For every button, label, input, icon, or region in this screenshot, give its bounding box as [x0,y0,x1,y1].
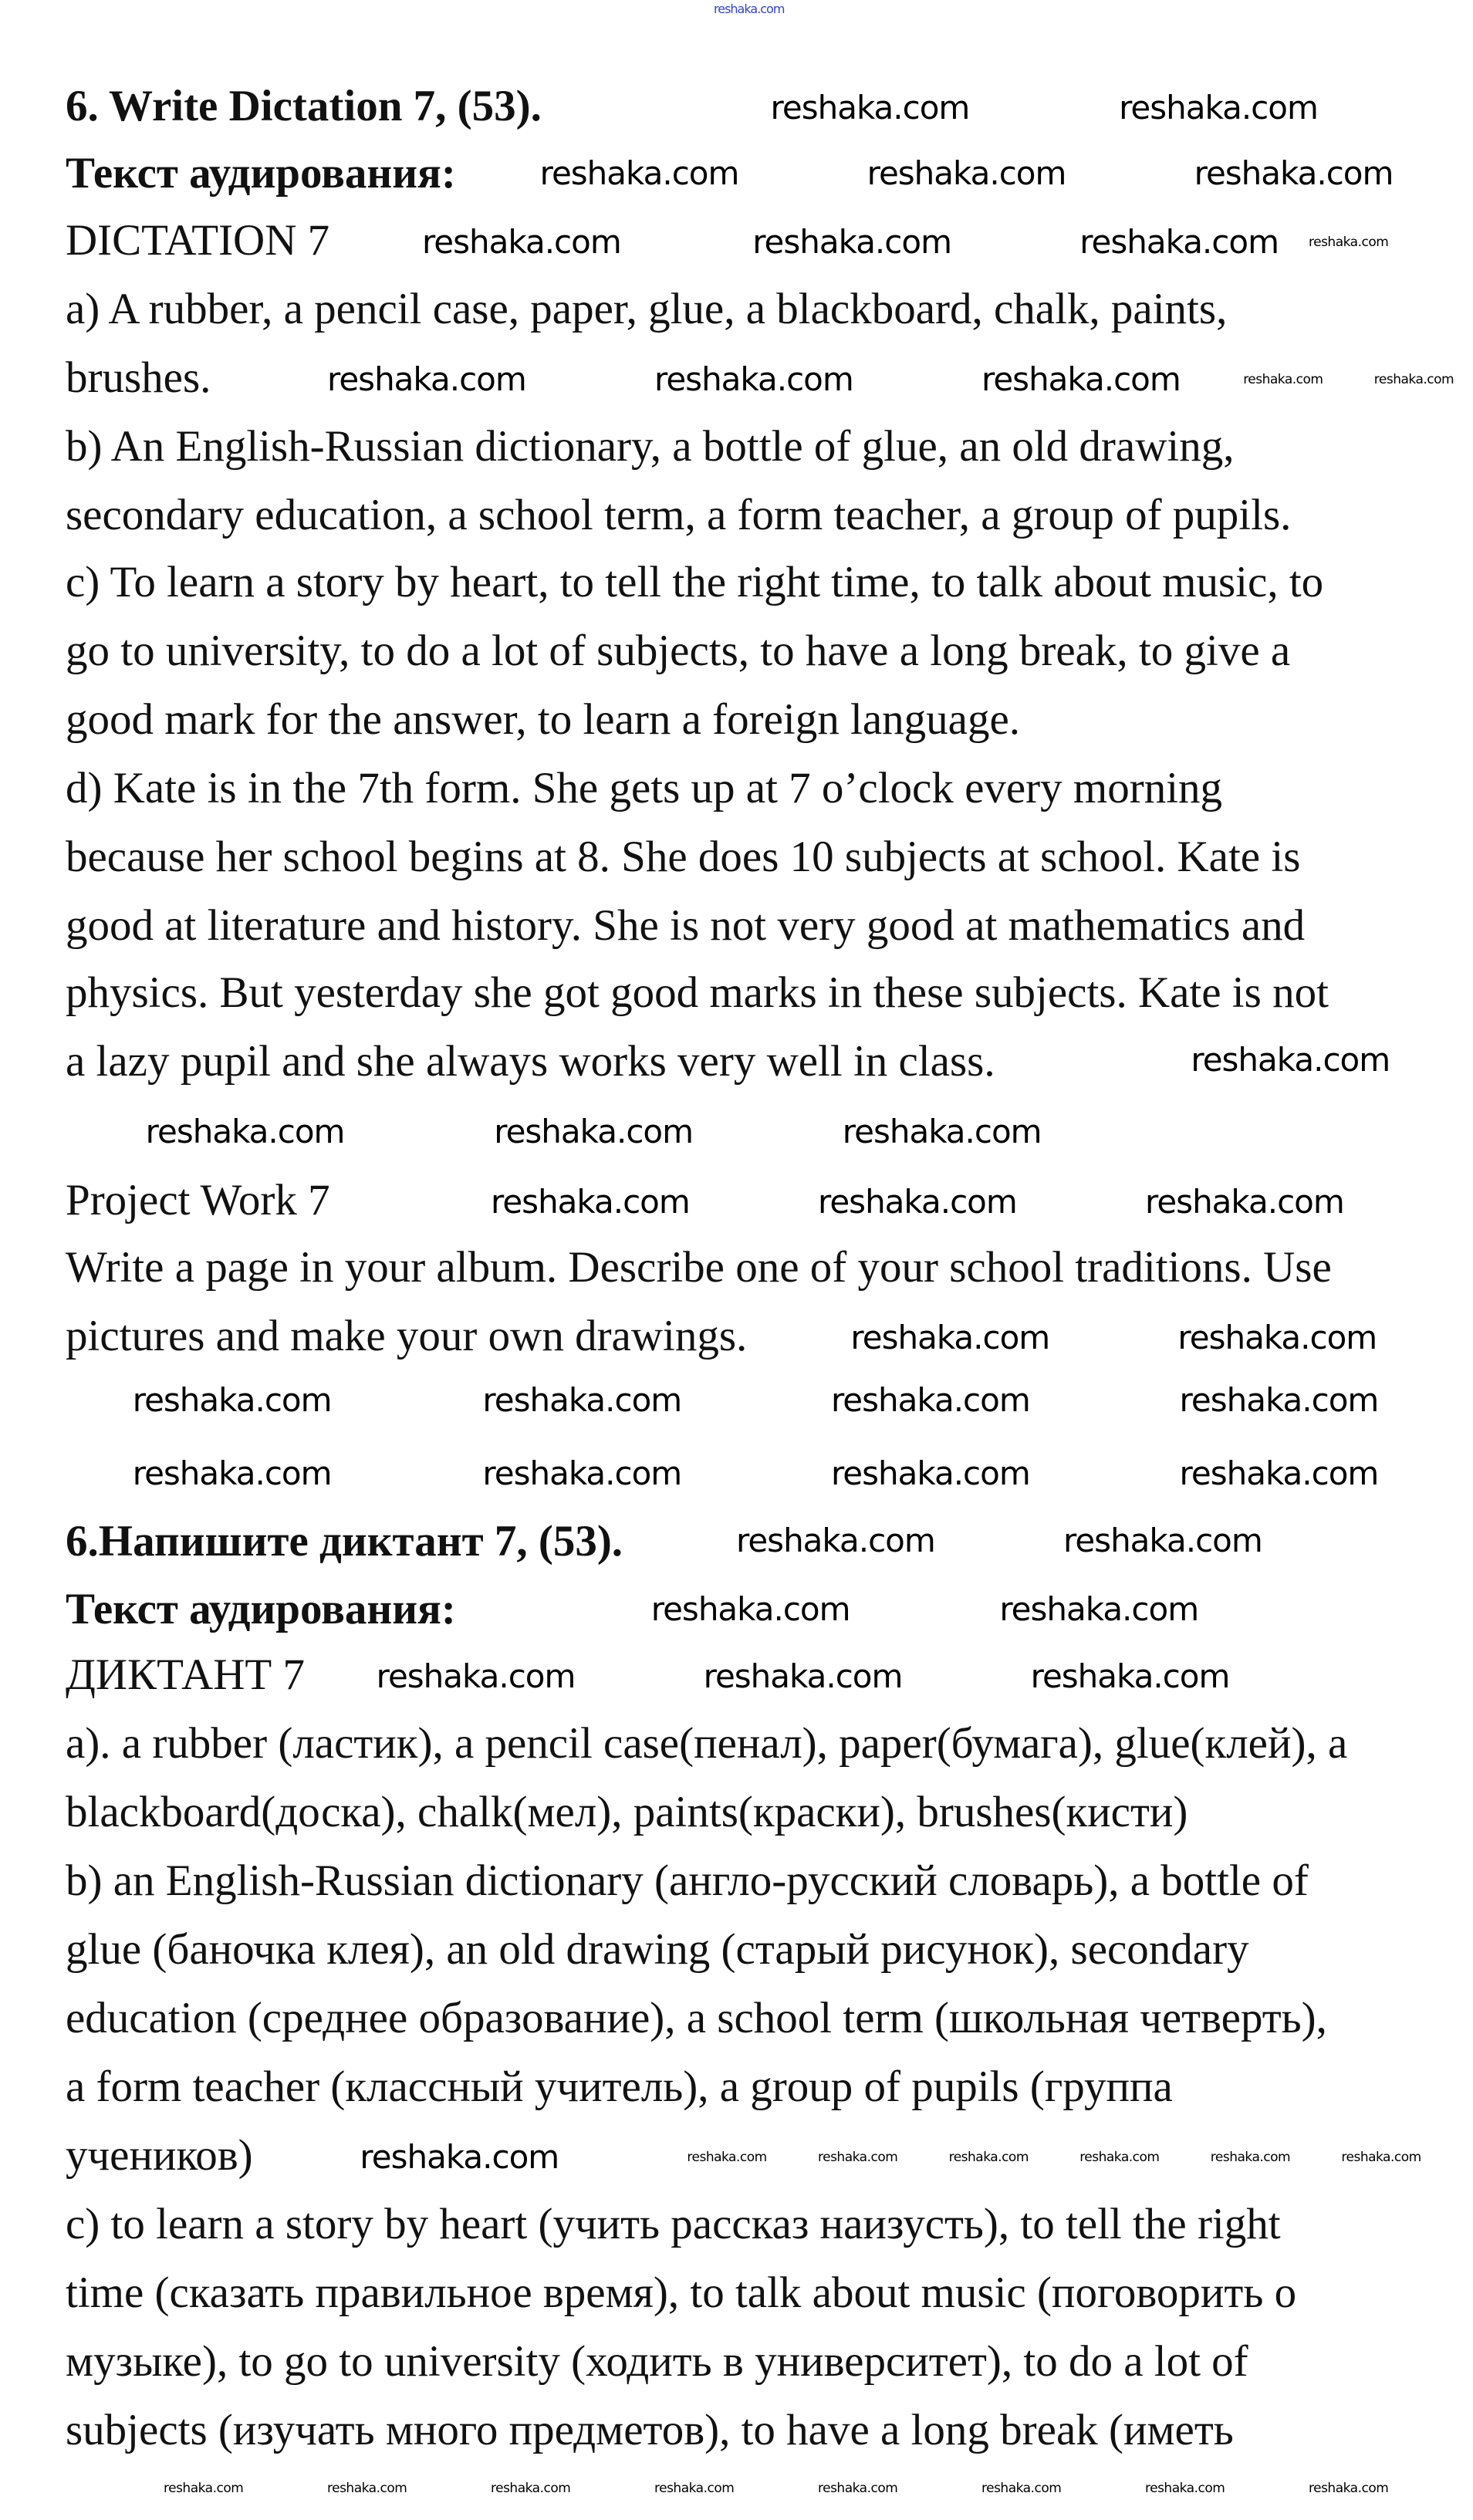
exercise-title-ru: 6.Напишите диктант 7, (53). [66,1517,623,1566]
watermark: reshaka.com [770,88,970,127]
watermark: reshaka.com [1309,234,1389,250]
text-line: c) to learn a story by heart (учить рассказ наизусть), to tell the right [66,2200,1281,2249]
watermark: reshaka.com [981,2480,1062,2496]
watermark: reshaka.com [1179,1454,1379,1493]
text-line: DICTATION 7 [66,215,330,265]
watermark: reshaka.com [539,154,739,192]
text-line: pictures and make your own drawings. [66,1312,748,1361]
text-line: blackboard(доска), chalk(мел), paints(краски), brushes(кисти) [66,1788,1188,1837]
watermark: reshaka.com [999,1590,1199,1629]
watermark: reshaka.com [482,1454,682,1493]
watermark: reshaka.com [650,1590,850,1629]
watermark: reshaka.com [1145,2480,1225,2496]
watermark: reshaka.com [491,1183,690,1221]
watermark: reshaka.com [1309,2480,1389,2496]
watermark: reshaka.com [376,1657,576,1695]
watermark: reshaka.com [482,1380,682,1419]
text-line: good at literature and history. She is not very good at mathematics and [66,901,1306,951]
watermark: reshaka.com [1030,1657,1230,1695]
watermark: reshaka.com [327,2480,407,2496]
watermark: reshaka.com [1145,1183,1344,1221]
watermark: reshaka.com [1243,371,1323,387]
watermark: reshaka.com [164,2480,244,2496]
watermark: reshaka.com [981,360,1181,398]
text-line: Project Work 7 [66,1176,330,1225]
text-line: physics. But yesterday she got good marks in these subjects. Kate is not [66,968,1329,1017]
watermark: reshaka.com [421,222,621,261]
watermark: reshaka.com [327,360,526,398]
text-line: subjects (изучать много предметов), to have a long break (иметь [66,2406,1234,2455]
watermark: reshaka.com [132,1380,332,1419]
text-line: go to university, to do a lot of subjects, to have a long break, to give a [66,626,1291,675]
text-line: education (среднее образование), a school term (школьная четверть), [66,1994,1327,2043]
watermark: reshaka.com [1177,1319,1377,1357]
text-line: Write a page in your album. Describe one of your school traditions. Use [66,1243,1332,1292]
text-line: учеников) [66,2131,253,2181]
watermark: reshaka.com [145,1113,345,1151]
watermark: reshaka.com [1079,2150,1160,2166]
text-line: музыке), to go to university (ходить в университет), to do a lot of [66,2337,1248,2387]
watermark: reshaka.com [818,2150,898,2166]
watermark: reshaka.com [830,1454,1030,1493]
text-line: secondary education, a school term, a form teacher, a group of pupils. [66,490,1292,539]
watermark: reshaka.com [494,1113,694,1151]
watermark: reshaka.com [360,2138,559,2177]
text-line: b) an English-Russian dictionary (англо-русский словарь), a bottle of [66,1856,1309,1906]
text-line: brushes. [66,353,211,402]
watermark: reshaka.com [1063,1522,1262,1560]
text-line: a lazy pupil and she always works very well in class. [66,1037,995,1086]
watermark: reshaka.com [654,2480,735,2496]
watermark: reshaka.com [1179,1380,1379,1419]
watermark: reshaka.com [752,222,951,261]
watermark: reshaka.com [850,1319,1050,1357]
text-line: ДИКТАНТ 7 [66,1650,305,1699]
text-line: glue (баночка клея), an old drawing (старый рисунок), secondary [66,1925,1249,1974]
watermark: reshaka.com [1079,222,1279,261]
listening-text-heading-ru: Текст аудирования: [66,1585,456,1633]
watermark: reshaka.com [842,1113,1042,1151]
text-line: a). a rubber (ластик), a pencil case(пенал), paper(бумага), glue(клей), a [66,1719,1348,1768]
site-watermark-top[interactable]: reshaka.com [714,2,785,16]
text-line: good mark for the answer, to learn a foreign language. [66,694,1020,744]
watermark: reshaka.com [654,360,853,398]
watermark: reshaka.com [818,2480,898,2496]
text-line: c) To learn a story by heart, to tell the right time, to talk about music, to [66,557,1324,606]
text-line: because her school begins at 8. She does 10 subjects at school. Kate is [66,833,1301,881]
watermark: reshaka.com [1191,1040,1390,1079]
watermark: reshaka.com [1210,2150,1291,2166]
watermark: reshaka.com [736,1522,935,1560]
watermark: reshaka.com [132,1454,332,1493]
watermark: reshaka.com [1341,2150,1421,2166]
text-line: a form teacher (классный учитель), a group of pupils (группа [66,2062,1173,2112]
text-line: d) Kate is in the 7th form. She gets up at 7 o’clock every morning [66,763,1223,812]
text-line: a) A rubber, a pencil case, paper, glue, a blackboard, chalk, paints, [66,284,1228,333]
watermark: reshaka.com [867,154,1066,192]
watermark: reshaka.com [1194,154,1394,192]
watermark: reshaka.com [703,1657,903,1695]
watermark: reshaka.com [1119,88,1318,127]
watermark: reshaka.com [830,1380,1030,1419]
watermark: reshaka.com [687,2150,767,2166]
watermark: reshaka.com [948,2150,1029,2166]
watermark: reshaka.com [818,1183,1017,1221]
watermark: reshaka.com [491,2480,571,2496]
text-line: b) An English-Russian dictionary, a bottle of glue, an old drawing, [66,421,1235,471]
text-line: time (сказать правильное время), to talk about music (поговорить о [66,2268,1297,2318]
exercise-title-en: 6. Write Dictation 7, (53). [66,82,542,130]
watermark: reshaka.com [1373,371,1454,387]
listening-text-heading-en: Текст аудирования: [66,149,456,198]
